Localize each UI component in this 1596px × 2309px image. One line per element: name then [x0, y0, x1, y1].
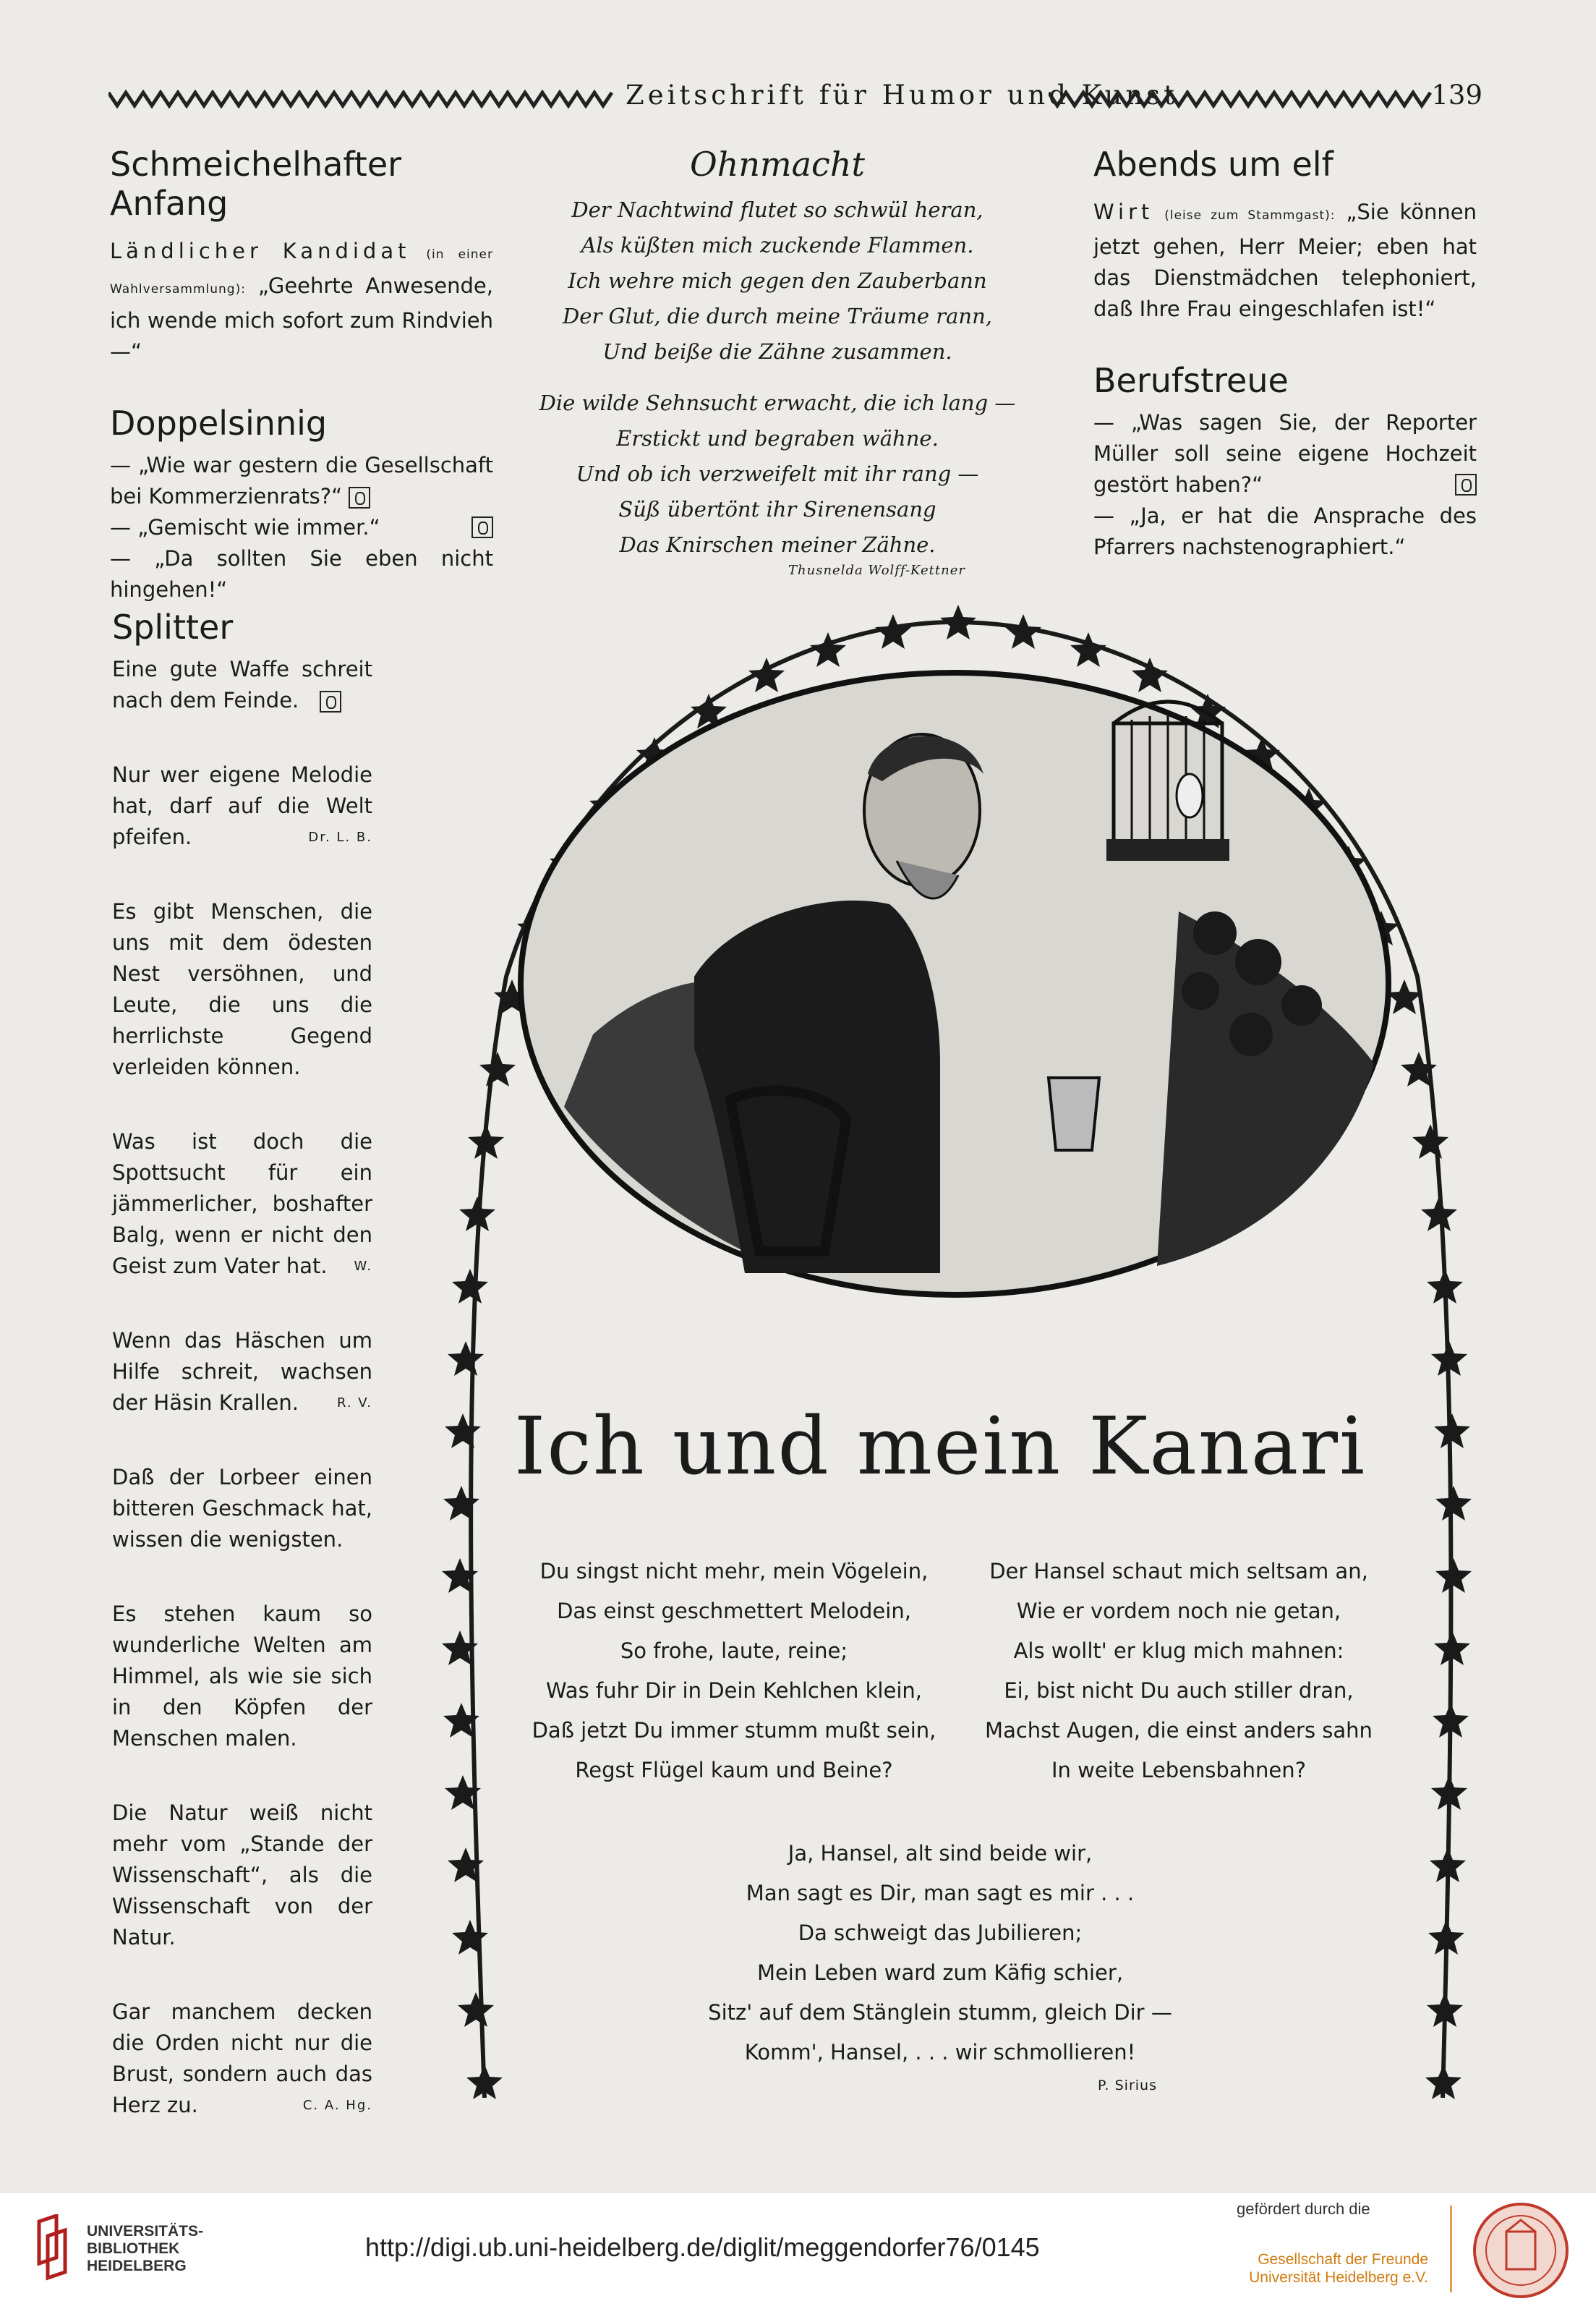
dialogue-line: — „Wie war gestern die Gesellschaft bei Kommerzienrats?“	[110, 453, 493, 509]
poem-line: Der Nachtwind flutet so schwül heran,	[571, 197, 983, 222]
quote: „Geehrte Anwesende, ich wende mich sofort zum Rindvieh —“	[110, 273, 493, 364]
poem-line: Machst Augen, die einst anders sahn	[985, 1718, 1373, 1743]
running-header	[108, 80, 1482, 116]
column-middle	[532, 145, 1023, 578]
aphorism	[112, 1798, 372, 1953]
aphorism-text: Es gibt Menschen, die uns mit dem ödesten Nest versöhnen, und Leute, die uns die herrlichste Gegend verleiden können.	[112, 899, 372, 1079]
joke-text	[1093, 407, 1477, 563]
aphorism-signature: R. V.	[336, 1395, 372, 1411]
section-title: Berufstreue	[1093, 361, 1289, 400]
column-left	[110, 145, 493, 605]
aphorism	[112, 896, 372, 1083]
aphorism-text: Es stehen kaum so wunderliche Welten am Himmel, als wie sie sich in den Köpfen der Menschen malen.	[112, 1602, 372, 1751]
aphorism-text: Die Natur weiß nicht mehr vom „Stande der Wissenschaft“, als die Wissenschaft von der Natur.	[112, 1800, 372, 1949]
poem-line: Das einst geschmettert Melodein,	[557, 1599, 911, 1623]
poem-line: Regst Flügel kaum und Beine?	[575, 1758, 893, 1782]
stage-note: (in einer Wahlversammlung):	[110, 247, 493, 297]
poem-line: Und beiße die Zähne zusammen.	[602, 339, 952, 364]
aphorism-signature: C. A. Hg.	[302, 2098, 372, 2113]
poem-line: Süß übertönt ihr Sirenensang	[618, 497, 936, 522]
poem-main-title: Ich und mein Kanari	[513, 1400, 1367, 1492]
permalink-url[interactable]: http://digi.ub.uni-heidelberg.de/diglit/meggendorfer76/0145	[365, 2232, 1040, 2262]
aphorism-text: Wenn das Häschen um Hilfe schreit, wachsen der Häsin Krallen.	[112, 1328, 372, 1415]
dialogue-line: — „Ja, er hat die Ansprache des Pfarrers nachstenographiert.“	[1093, 503, 1477, 559]
aphorism-text: Eine gute Waffe schreit nach dem Feinde.	[112, 657, 372, 713]
section-title: Splitter	[112, 608, 234, 647]
aphorism	[112, 654, 372, 716]
poem-line: Wie er vordem noch nie getan,	[1016, 1599, 1341, 1623]
poem-title: Ohnmacht	[690, 145, 865, 184]
library-name-line: BIBLIOTHEK	[87, 2240, 180, 2257]
footer-divider	[1450, 2206, 1452, 2292]
aphorism-text: Nur wer eigene Melodie hat, darf auf die Welt pfeifen.	[112, 762, 372, 849]
section-title: Schmeichelhafter Anfang	[110, 145, 402, 223]
poem-line: Was fuhr Dir in Dein Kehlchen klein,	[545, 1678, 922, 1703]
section-title: Abends um elf	[1093, 145, 1333, 184]
dialogue-line: — „Da sollten Sie eben nicht hingehen!“	[110, 546, 493, 602]
poem-signature: P. Sirius	[1098, 2078, 1157, 2093]
aphorism	[112, 1462, 372, 1555]
column-right	[1093, 145, 1477, 563]
library-name-line: HEIDELBERG	[87, 2258, 187, 2274]
poem-stanza-right	[973, 1552, 1385, 1790]
poem-stanza-left	[528, 1552, 940, 1790]
poem-stanza	[532, 192, 1023, 370]
poem-line: Der Glut, die durch meine Träume rann,	[563, 304, 992, 328]
speaker: Wirt	[1093, 200, 1154, 224]
poem-line: Ei, bist nicht Du auch stiller dran,	[1004, 1678, 1354, 1703]
poem-stanza-bottom	[651, 1834, 1229, 2072]
poem-line: Das Knirschen meiner Zähne.	[619, 532, 936, 557]
dialogue-line: — „Was sagen Sie, der Reporter Müller soll seine eigene Hochzeit gestört haben?“	[1093, 410, 1477, 497]
university-seal-icon	[1472, 2201, 1570, 2300]
section-title: Doppelsinnig	[110, 404, 328, 443]
joke-text	[1093, 197, 1477, 325]
digitization-footer	[0, 2192, 1596, 2309]
poem-line: Ja, Hansel, alt sind beide wir,	[788, 1841, 1093, 1866]
poem-line: Komm', Hansel, . . . wir schmollieren!	[744, 2040, 1136, 2065]
poem-line: Da schweigt das Jubilieren;	[798, 1921, 1083, 1945]
ornament-border-left	[108, 90, 615, 109]
quote: „Sie können jetzt gehen, Herr Meier; eben hat das Dienstmädchen telephoniert, daß Ihre Frau eingeschlafen ist!“	[1093, 200, 1477, 321]
dialogue-line: — „Gemischt wie immer.“	[110, 515, 380, 540]
aphorism-signature: Dr. L. B.	[308, 830, 372, 845]
page-number: 139	[1431, 80, 1482, 111]
poem-line: Als wollt' er klug mich mahnen:	[1013, 1638, 1344, 1663]
aphorism	[112, 1997, 372, 2121]
poem-line: Der Hansel schaut mich seltsam an,	[989, 1559, 1368, 1583]
splitter-column	[112, 608, 372, 2121]
poem-line: Daß jetzt Du immer stumm mußt sein,	[532, 1718, 936, 1743]
portrait-illustration	[521, 673, 1388, 1295]
ornament-mark-icon	[1455, 474, 1477, 496]
poem-line: So frohe, laute, reine;	[620, 1638, 848, 1663]
library-logo-icon	[35, 2214, 77, 2287]
sponsor-name	[1233, 2250, 1428, 2287]
aphorism-text: Daß der Lorbeer einen bitteren Geschmack hat, wissen die wenigsten.	[112, 1465, 372, 1552]
poem-line: Als küßten mich zuckende Flammen.	[581, 233, 974, 258]
ornament-mark-icon	[320, 691, 341, 713]
aphorism-text: Gar manchem decken die Orden nicht nur die Brust, sondern auch das Herz zu.	[112, 1999, 372, 2117]
poem-line: In weite Lebensbahnen?	[1051, 1758, 1306, 1782]
aphorism-signature: W.	[354, 1259, 372, 1274]
library-name-line: UNIVERSITÄTS-	[87, 2223, 204, 2240]
stage-note: (leise zum Stammgast):	[1164, 208, 1336, 223]
library-name	[87, 2223, 203, 2275]
joke-text	[110, 236, 493, 367]
poem-stanza	[532, 386, 1023, 563]
speaker: Ländlicher Kandidat	[110, 239, 411, 263]
sponsor-name-line: Gesellschaft der Freunde	[1258, 2251, 1428, 2268]
poem-line: Du singst nicht mehr, mein Vögelein,	[539, 1559, 929, 1583]
aphorism-text: Was ist doch die Spottsucht für ein jämmerlicher, boshafter Balg, wenn er nicht den Geist zum Vater hat.	[112, 1129, 372, 1278]
ornament-mark-icon	[471, 516, 493, 538]
author-signature: Thusnelda Wolff-Kettner	[788, 563, 965, 578]
sponsor-name-line: Universität Heidelberg e.V.	[1249, 2269, 1428, 2286]
poem-line: Erstickt und begraben wähne.	[616, 426, 939, 451]
ornament-border-right	[1049, 90, 1432, 109]
ornament-mark-icon	[349, 487, 370, 509]
poem-line: Sitz' auf dem Stänglein stumm, gleich Dir —	[708, 2000, 1172, 2025]
aphorism	[112, 1599, 372, 1754]
aphorism	[112, 760, 372, 853]
header-title: Zeitschrift für Humor und Kunst	[626, 80, 1179, 111]
poem-line: Und ob ich verzweifelt mit ihr rang —	[576, 462, 979, 486]
joke-text	[110, 450, 493, 605]
sponsor-label: gefördert durch die	[1237, 2200, 1370, 2218]
poem-line: Ich wehre mich gegen den Zauberbann	[568, 268, 987, 293]
poem-line: Man sagt es Dir, man sagt es mir . . .	[746, 1881, 1135, 1905]
aphorism	[112, 1126, 372, 1282]
poem-line: Die wilde Sehnsucht erwacht, die ich lang —	[539, 391, 1016, 415]
poem-line: Mein Leben ward zum Käfig schier,	[756, 1960, 1124, 1985]
aphorism	[112, 1325, 372, 1419]
